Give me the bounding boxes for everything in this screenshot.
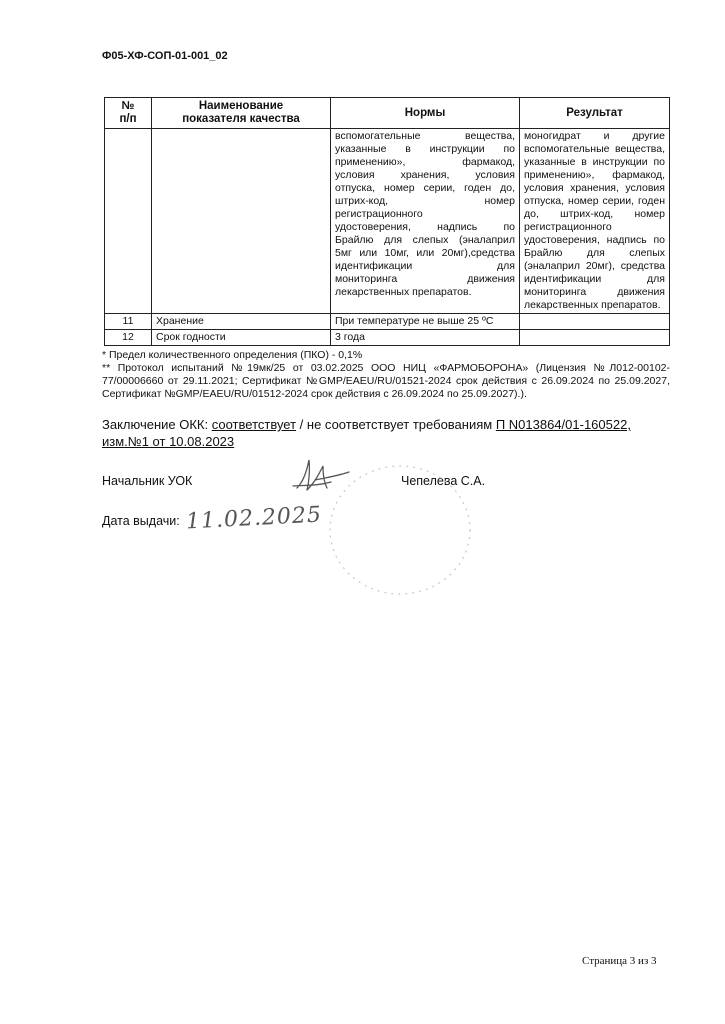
page-number: Страница 3 из 3	[582, 955, 657, 967]
cell-name: Хранение	[152, 314, 331, 330]
result-line: до, штрих-код, номер	[524, 208, 665, 220]
norm-line: указанные в инструкции по	[335, 143, 515, 155]
result-line: мониторинга движения	[524, 286, 665, 298]
cell-result	[520, 330, 670, 346]
result-line: вспомогательные вещества,	[524, 143, 665, 155]
cell-norm: 3 года	[331, 330, 520, 346]
signer-position: Начальник УОК	[102, 474, 193, 488]
cell-name: Срок годности	[152, 330, 331, 346]
norm-line: применению», фармакод,	[335, 156, 515, 168]
issue-date-label: Дата выдачи:	[102, 514, 180, 528]
result-line: применению», фармакод,	[524, 169, 665, 181]
result-line: указанные в инструкции по	[524, 156, 665, 168]
cell-result-continuation	[520, 129, 670, 314]
conclusion-reference-amendment: изм.№1 от 10.08.2023	[102, 434, 235, 449]
result-line: отпуска, номер серии, годен	[524, 195, 665, 207]
result-line: регистрационного	[524, 221, 612, 233]
table-header-row	[105, 98, 670, 129]
norm-line: условия хранения, условия	[335, 169, 515, 181]
document-code: Ф05-ХФ-СОП-01-001_02	[102, 50, 228, 62]
norm-line: идентификации для	[335, 260, 515, 272]
norm-line: Брайлю для слепых (эналаприл	[335, 234, 515, 246]
table-row-continuation	[105, 129, 670, 314]
norm-line: штрих-код, номер	[335, 195, 515, 207]
norm-line: мониторинга движения	[335, 273, 515, 285]
cell-num: 11	[105, 314, 152, 330]
result-line: (эналаприл 20мг), средства	[524, 260, 665, 272]
cell-num	[105, 129, 152, 314]
footnotes	[102, 349, 670, 401]
cell-num: 12	[105, 330, 152, 346]
conclusion	[102, 416, 672, 450]
stamp-outline	[325, 460, 475, 600]
conclusion-prefix: Заключение ОКК:	[102, 417, 212, 432]
cell-norm-continuation	[331, 129, 520, 314]
footnote-protocol: ** Протокол испытаний №19мк/25 от 03.02.2025 ООО НИЦ «ФАРМОБОРОНА» (Лицензия №Л012-00102-77/00006660 от 29.11.2021; Сертификат №GMP/EAEU/RU/01521-2024 срок действия с 26.09.2024 по 25.09.2027, Сертификат №GMP/EAEU/RU/01512-2024 срок действия с 26.09.2024 по 25.09.2027).).	[102, 362, 670, 400]
norm-line: вспомогательные вещества,	[335, 130, 515, 142]
cell-norm: При температуре не выше 25 ºС	[331, 314, 520, 330]
conclusion-separator: / не соответствует требованиям	[296, 417, 496, 432]
conclusion-option-selected: соответствует	[211, 417, 297, 432]
norm-line: отпуска, номер серии, годен до,	[335, 182, 515, 194]
quality-table	[104, 97, 670, 346]
footnote-pko: * Предел количественного определения (ПКО) - 0,1%	[102, 349, 363, 361]
conclusion-reference: П N013864/01-160522,	[495, 417, 631, 432]
result-line: условия хранения, условия	[524, 182, 665, 194]
table-row	[105, 314, 670, 330]
result-line: Брайлю для слепых	[524, 247, 665, 259]
signer-name: Чепелева С.А.	[401, 474, 486, 488]
result-line: идентификации для	[524, 273, 665, 285]
header-num: № п/п	[105, 98, 152, 129]
norm-line: лекарственных препаратов.	[335, 286, 472, 298]
norm-line: регистрационного	[335, 208, 423, 220]
norm-line: удостоверения, надпись по	[335, 221, 515, 233]
cell-name	[152, 129, 331, 314]
cell-result	[520, 314, 670, 330]
result-line: лекарственных препаратов.	[524, 299, 661, 311]
norm-line: 5мг или 10мг, или 20мг),средства	[335, 247, 515, 259]
table-row	[105, 330, 670, 346]
header-name: Наименование показателя качества	[152, 98, 331, 129]
header-result: Результат	[520, 98, 670, 129]
result-line: моногидрат и другие	[524, 130, 665, 142]
issue-date-handwritten: 11.02.2025	[185, 502, 323, 535]
result-line: удостоверения, надпись по	[524, 234, 665, 246]
header-norm: Нормы	[331, 98, 520, 129]
